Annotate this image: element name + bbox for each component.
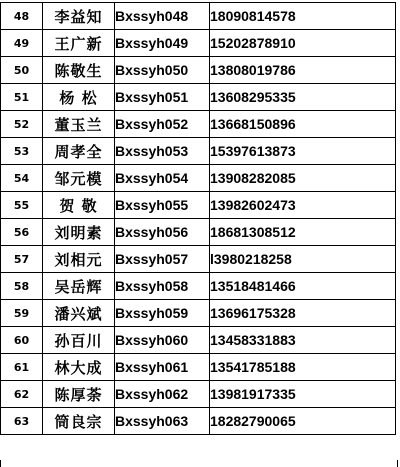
account-cell: Bxssyh061 xyxy=(115,354,210,381)
account-cell: Bxssyh048 xyxy=(115,3,210,30)
table-row xyxy=(1,273,396,300)
name-cell: 贺 敬 xyxy=(43,192,115,219)
table-continuation-edge xyxy=(0,460,398,467)
phone-cell: 13458331883 xyxy=(210,327,396,354)
account-cell: Bxssyh052 xyxy=(115,111,210,138)
table-row xyxy=(1,408,396,435)
name-cell: 潘兴斌 xyxy=(43,300,115,327)
table-row xyxy=(1,219,396,246)
name-cell: 刘相元 xyxy=(43,246,115,273)
phone-cell: 13608295335 xyxy=(210,84,396,111)
row-number-cell: 62 xyxy=(1,381,43,408)
table-row xyxy=(1,111,396,138)
phone-cell: 13808019786 xyxy=(210,57,396,84)
phone-cell: 13518481466 xyxy=(210,273,396,300)
name-cell: 李益知 xyxy=(43,3,115,30)
table-row xyxy=(1,381,396,408)
name-cell: 陈敬生 xyxy=(43,57,115,84)
account-cell: Bxssyh053 xyxy=(115,138,210,165)
table-row xyxy=(1,246,396,273)
account-cell: Bxssyh049 xyxy=(115,30,210,57)
phone-cell: 18681308512 xyxy=(210,219,396,246)
phone-cell: 13981917335 xyxy=(210,381,396,408)
table-row xyxy=(1,354,396,381)
phone-cell: 13908282085 xyxy=(210,165,396,192)
name-cell: 杨 松 xyxy=(43,84,115,111)
row-number-cell: 56 xyxy=(1,219,43,246)
account-cell: Bxssyh051 xyxy=(115,84,210,111)
account-cell: Bxssyh056 xyxy=(115,219,210,246)
account-cell: Bxssyh062 xyxy=(115,381,210,408)
account-cell: Bxssyh050 xyxy=(115,57,210,84)
phone-cell: 15397613873 xyxy=(210,138,396,165)
name-cell: 筒良宗 xyxy=(43,408,115,435)
name-cell: 孙百川 xyxy=(43,327,115,354)
phone-cell: 13541785188 xyxy=(210,354,396,381)
table-row xyxy=(1,3,396,30)
account-cell: Bxssyh055 xyxy=(115,192,210,219)
table-row xyxy=(1,165,396,192)
row-number-cell: 48 xyxy=(1,3,43,30)
table-row xyxy=(1,138,396,165)
account-cell: Bxssyh054 xyxy=(115,165,210,192)
name-cell: 陈厚荼 xyxy=(43,381,115,408)
phone-cell: 18090814578 xyxy=(210,3,396,30)
account-cell: Bxssyh060 xyxy=(115,327,210,354)
row-number-cell: 59 xyxy=(1,300,43,327)
account-cell: Bxssyh057 xyxy=(115,246,210,273)
name-cell: 周孝全 xyxy=(43,138,115,165)
phone-cell: 13696175328 xyxy=(210,300,396,327)
account-cell: Bxssyh059 xyxy=(115,300,210,327)
row-number-cell: 50 xyxy=(1,57,43,84)
table-row xyxy=(1,327,396,354)
row-number-cell: 61 xyxy=(1,354,43,381)
row-number-cell: 57 xyxy=(1,246,43,273)
row-number-cell: 51 xyxy=(1,84,43,111)
name-cell: 董玉兰 xyxy=(43,111,115,138)
phone-cell: 13982602473 xyxy=(210,192,396,219)
table-row xyxy=(1,57,396,84)
table-row xyxy=(1,300,396,327)
phone-cell: l3980218258 xyxy=(210,246,396,273)
name-cell: 林大成 xyxy=(43,354,115,381)
phone-cell: 15202878910 xyxy=(210,30,396,57)
row-number-cell: 54 xyxy=(1,165,43,192)
row-number-cell: 49 xyxy=(1,30,43,57)
account-cell: Bxssyh058 xyxy=(115,273,210,300)
table-row xyxy=(1,84,396,111)
name-cell: 王广新 xyxy=(43,30,115,57)
row-number-cell: 52 xyxy=(1,111,43,138)
name-cell: 刘明素 xyxy=(43,219,115,246)
phone-cell: 18282790065 xyxy=(210,408,396,435)
table-row xyxy=(1,192,396,219)
phone-cell: 13668150896 xyxy=(210,111,396,138)
name-cell: 邹元模 xyxy=(43,165,115,192)
row-number-cell: 55 xyxy=(1,192,43,219)
row-number-cell: 63 xyxy=(1,408,43,435)
member-table xyxy=(0,2,396,435)
row-number-cell: 60 xyxy=(1,327,43,354)
account-cell: Bxssyh063 xyxy=(115,408,210,435)
row-number-cell: 53 xyxy=(1,138,43,165)
member-table-body xyxy=(1,3,396,435)
row-number-cell: 58 xyxy=(1,273,43,300)
table-row xyxy=(1,30,396,57)
name-cell: 吴岳辉 xyxy=(43,273,115,300)
